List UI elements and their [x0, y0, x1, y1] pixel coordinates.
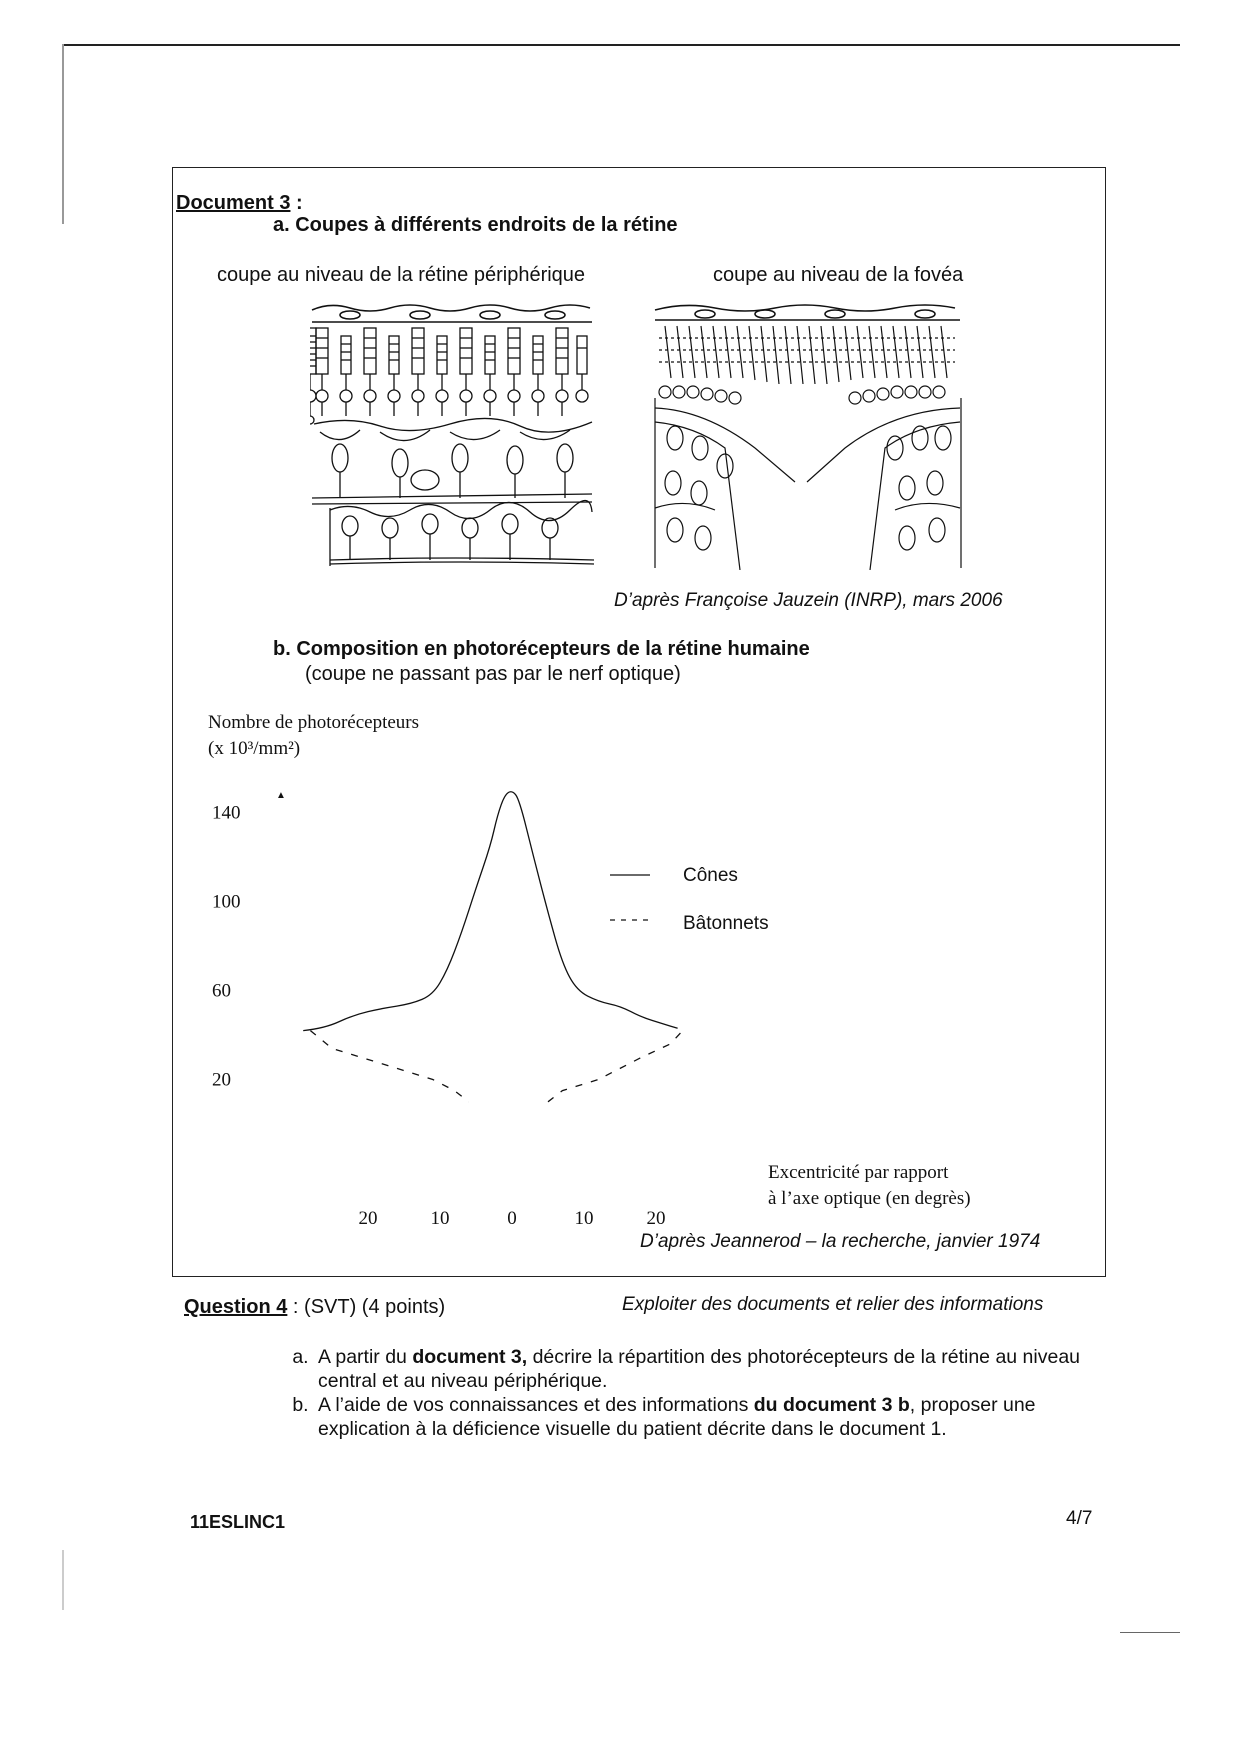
y-tick-label: 60: [212, 980, 231, 1002]
legend-cones-label: Cônes: [683, 865, 738, 886]
section-b-heading: b. Composition en photorécepteurs de la rétine humaine: [273, 638, 810, 660]
x-tick-label: 10: [430, 1208, 450, 1229]
question-title: [184, 1296, 445, 1319]
caption-peripheral: coupe au niveau de la rétine périphérique: [217, 264, 586, 286]
scan-left-edge-lower: [62, 1550, 64, 1610]
section-b-subheading: (coupe ne passant pas par le nerf optique): [305, 663, 681, 685]
x-tick-label: 0: [507, 1208, 517, 1229]
question-items: [288, 1345, 1124, 1441]
x-tick-label: 20: [358, 1208, 378, 1229]
credit-part-a: D’après Françoise Jauzein (INRP), mars 2006: [614, 590, 1003, 611]
x-axis-label-line2: à l’axe optique (en degrès): [768, 1188, 971, 1209]
y-tick-label: 20: [212, 1069, 231, 1091]
credit-part-b: D’après Jeannerod – la recherche, janvier 1974: [640, 1231, 1041, 1252]
document-title-text: Document 3: [176, 192, 291, 214]
scan-top-line: [62, 44, 1180, 46]
question-skill: Exploiter des documents et relier des informations: [622, 1294, 1044, 1315]
question-label: Question 4: [184, 1296, 288, 1318]
section-a-heading: a. Coupes à différents endroits de la rétine: [273, 214, 678, 236]
document-title: [176, 192, 303, 215]
caption-fovea: coupe au niveau de la fovéa: [713, 264, 964, 286]
photoreceptor-chart: [200, 710, 1080, 1240]
legend-rods-label: Bâtonnets: [683, 913, 769, 934]
y-tick-label: 100: [212, 891, 241, 913]
x-tick-label: 10: [574, 1208, 594, 1229]
x-tick-label: 20: [646, 1208, 666, 1229]
scan-bottom-line: [1120, 1632, 1180, 1633]
y-axis-label-line1: Nombre de photorécepteurs: [208, 712, 420, 733]
x-axis-label-line1: Excentricité par rapport: [768, 1162, 949, 1183]
footer-page-number: 4/7: [1066, 1508, 1093, 1529]
question-item-a: a. A partir du document 3, décrire la répartition des photorécepteurs de la rétine au niveau central et au niveau périphérique.: [314, 1345, 1124, 1393]
series-rods-line: [310, 1028, 684, 1102]
y-axis-label-line2: (x 10³/mm²): [208, 738, 301, 759]
document-title-suffix: :: [290, 192, 303, 214]
question-item-b: b. A l’aide de vos connaissances et des informations du document 3 b, proposer une explication à la déficience visuelle du patient décrite dans le document 1.: [314, 1393, 1124, 1441]
scan-left-edge: [62, 44, 64, 224]
series-cones-line: [303, 792, 677, 1031]
peripheral-retina-drawing: [310, 298, 595, 570]
y-axis-arrow: ▲: [276, 790, 286, 801]
footer-code: 11ESLINC1: [190, 1512, 286, 1532]
y-tick-label: 140: [212, 802, 241, 824]
fovea-retina-drawing: [645, 298, 965, 570]
question-meta: : (SVT) (4 points): [287, 1296, 446, 1318]
